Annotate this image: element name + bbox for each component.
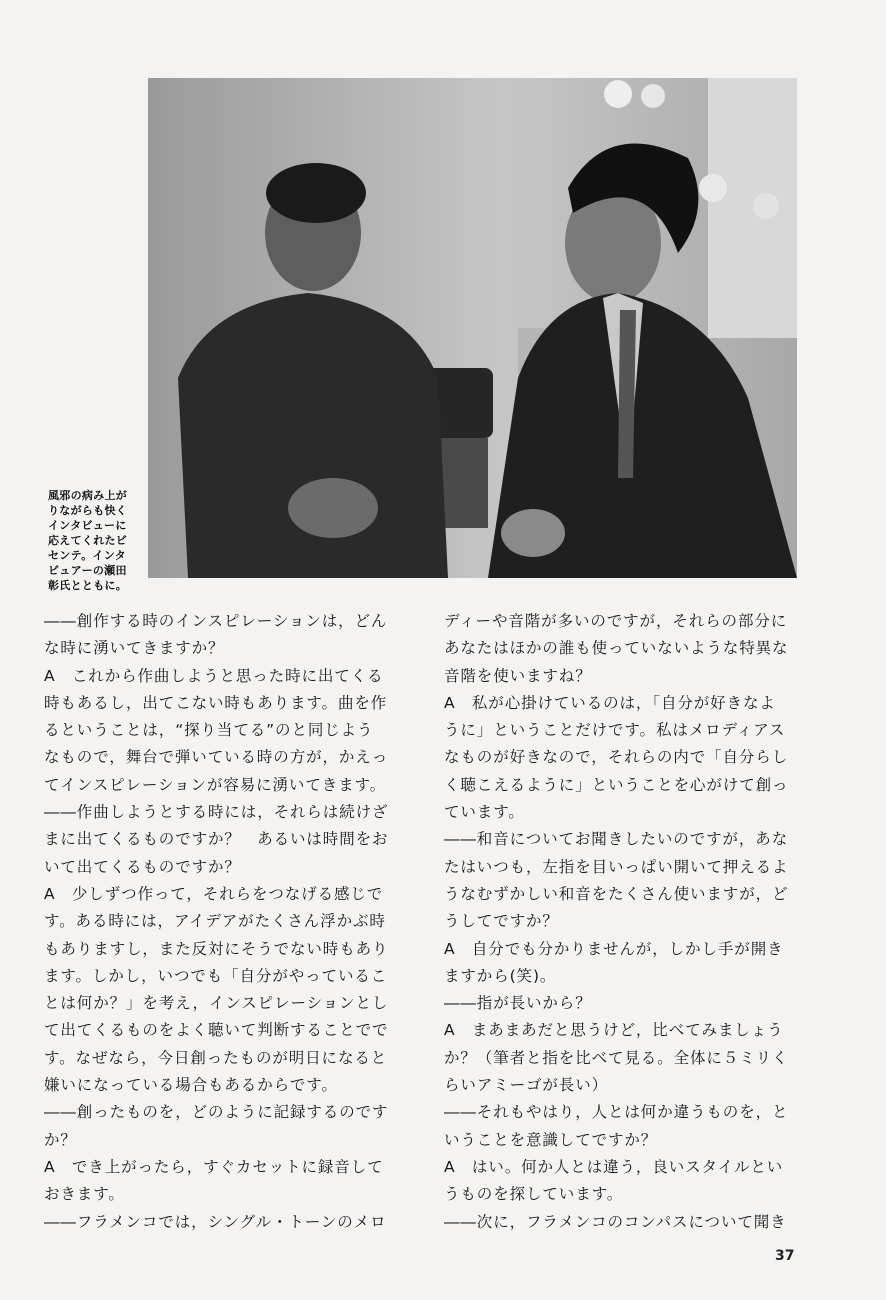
paragraph: ――次に，フラメンコのコンパスについて聞き <box>444 1212 787 1231</box>
paragraph: ディーや音階が多いのですが，それらの部分に あなたはほかの誰も使っていないような特異な 音階を使いますね？ <box>444 612 789 685</box>
paragraph: ――和音についてお聞きしたいのですが，あな たはいつも，左指を目いっぱい開いて押えるよ うなむずかしい和音をたくさん使いますが，ど うしてですか？ <box>444 830 789 931</box>
left-column <box>44 608 396 1236</box>
paragraph: ――それもやはり，人とは何か違うものを，と いうことを意識してですか？ <box>444 1103 789 1149</box>
paragraph: A 自分でも分かりませんが，しかし手が開き ますから(笑)。 <box>444 939 784 985</box>
paragraph: A でき上がったら，すぐカセットに録音して おきます。 <box>44 1157 384 1204</box>
paragraph: ――作曲しようとする時には，それらは続けざ まに出てくるものですか？ あるいは時間をお いて出てくるものですか？ <box>44 803 389 876</box>
right-column <box>444 608 796 1236</box>
paragraph: ――創ったものを，どのように記録するのです か？ <box>44 1103 389 1149</box>
paragraph: ――指が長いから？ <box>444 994 592 1013</box>
paragraph: A これから作曲しようと思った時に出てくる 時もあるし，出てこない時もあります。曲を作 るということは，“探り当てる”のと同じよう なもので，舞台で弾いている時の方が，かえっ てインスピレーションが容易に湧いてきます。 <box>44 666 389 794</box>
page-number: 37 <box>775 1248 795 1264</box>
paragraph: A はい。何か人とは違う，良いスタイルとい うものを探しています。 <box>444 1157 784 1204</box>
interview-photo <box>148 78 797 578</box>
paragraph: ――フラメンコでは，シングル・トーンのメロ <box>44 1212 387 1231</box>
paragraph: A 少しずつ作って，それらをつなげる感じで す。ある時には，アイデアがたくさん浮かぶ時 もありますし，また反対にそうでない時もあり ます。しかし，いつでも「自分がやっているこ とは何か？」を考え，インスピレーションとし て出てくるものをよく聴いて判断することでで す。なぜなら，今日創ったものが明日になると 嫌いになっている場合もあるからです。 <box>44 884 389 1095</box>
paragraph: ――創作する時のインスピレーションは，どん な時に湧いてきますか？ <box>44 612 388 658</box>
paragraph: A まあまあだと思うけど，比べてみましょう か？（筆者と指を比べて見る。全体に５ミリく らいアミーゴが長い） <box>444 1021 789 1095</box>
paragraph: A 私が心掛けているのは，「自分が好きなよ うに」ということだけです。私はメロディアス なものが好きなので，それらの内で「自分らし く聴こえるように」ということを心がけて創っ ています。 <box>444 693 789 822</box>
photo-caption: 風邪の病み上が りながらも快く インタビューに 応えてくれたビ センテ。インタ ビュアーの瀬田 彰氏とともに。 <box>48 489 128 592</box>
